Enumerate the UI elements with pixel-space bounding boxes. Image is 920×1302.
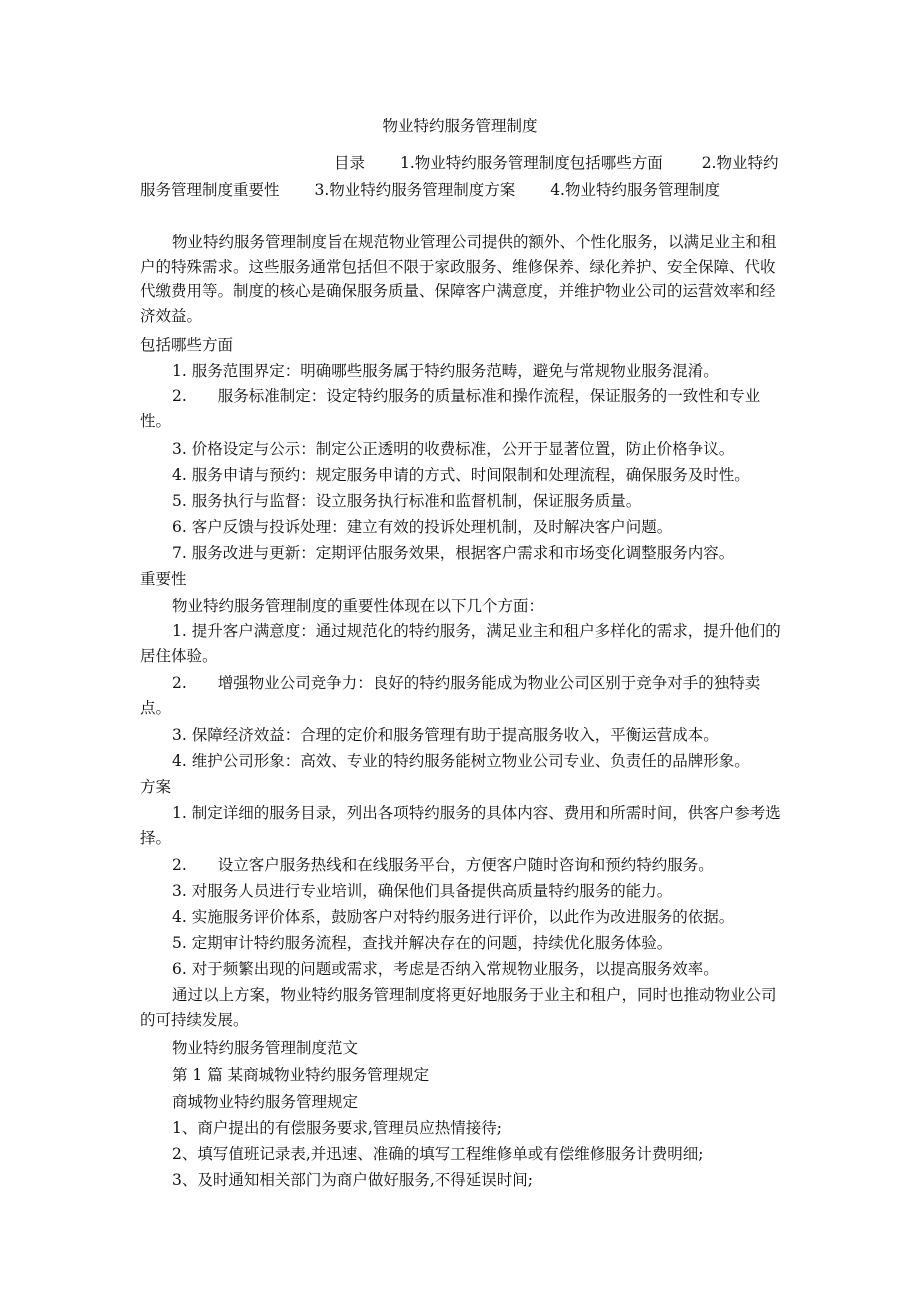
section-heading-aspects: 包括哪些方面 — [140, 336, 234, 354]
toc-item-2[interactable]: 2.物业特约 — [701, 154, 779, 172]
list-item: 1. 服务范围界定：明确哪些服务属于特约服务范畴，避免与常规物业服务混淆。 — [172, 362, 719, 380]
list-item: 1. 提升客户满意度：通过规范化的特约服务，满足业主和租户多样化的需求，提升他们的居住体验。 — [140, 622, 781, 665]
list-item: 2. 增强物业公司竞争力：良好的特约服务能成为物业公司区别于竞争对手的独特卖点。 — [140, 674, 761, 717]
table-of-contents — [334, 153, 778, 173]
list-item: 2. 设立客户服务热线和在线服务平台，方便客户随时咨询和预约特约服务。 — [172, 856, 714, 874]
list-item: 4. 维护公司形象：高效、专业的特约服务能树立物业公司专业、负责任的品牌形象。 — [172, 752, 750, 770]
list-item: 7. 服务改进与更新：定期评估服务效果，根据客户需求和市场变化调整服务内容。 — [172, 544, 735, 562]
toc-item-1[interactable]: 1.物业特约服务管理制度包括哪些方面 — [399, 154, 663, 172]
conclusion-paragraph: 通过以上方案，物业特约服务管理制度将更好地服务于业主和租户，同时也推动物业公司的可持续发展。 — [140, 986, 777, 1029]
toc-item-2-continued[interactable]: 服务管理制度重要性 — [140, 181, 280, 199]
page-title: 物业特约服务管理制度 — [382, 117, 538, 135]
table-of-contents-line-2 — [140, 180, 720, 200]
list-item: 4. 服务申请与预约：规定服务申请的方式、时间限制和处理流程，确保服务及时性。 — [172, 466, 750, 484]
list-item: 2、填写值班记录表,并迅速、准确的填写工程维修单或有偿维修服务计费明细; — [172, 1145, 704, 1163]
section-heading-plan: 方案 — [140, 778, 172, 796]
section-lead: 物业特约服务管理制度的重要性体现在以下几个方面： — [172, 597, 545, 615]
sample-heading: 物业特约服务管理制度范文 — [172, 1039, 359, 1057]
list-item: 1. 制定详细的服务目录，列出各项特约服务的具体内容、费用和所需时间，供客户参考选择。 — [140, 804, 781, 847]
intro-paragraph: 物业特约服务管理制度旨在规范物业管理公司提供的额外、个性化服务，以满足业主和租户的特殊需求。这些服务通常包括但不限于家政服务、维修保养、绿化养护、安全保障、代收代缴费用等。制度的核心是确保服务质量、保障客户满意度，并维护物业公司的运营效率和经济效益。 — [140, 233, 777, 325]
list-item: 3、及时通知相关部门为商户做好服务,不得延误时间; — [172, 1171, 534, 1189]
section-heading-importance: 重要性 — [140, 570, 187, 588]
list-item: 5. 服务执行与监督：设立服务执行标准和监督机制，保证服务质量。 — [172, 492, 642, 510]
toc-item-4[interactable]: 4.物业特约服务管理制度 — [550, 181, 720, 199]
list-item: 6. 对于频繁出现的问题或需求，考虑是否纳入常规物业服务，以提高服务效率。 — [172, 960, 719, 978]
article-title: 第 1 篇 某商城物业特约服务管理规定 — [172, 1066, 430, 1084]
list-item: 2. 服务标准制定：设定特约服务的质量标准和操作流程，保证服务的一致性和专业性。 — [140, 387, 761, 430]
list-item: 3. 价格设定与公示：制定公正透明的收费标准，公开于显著位置，防止价格争议。 — [172, 440, 735, 458]
list-item: 3. 对服务人员进行专业培训，确保他们具备提供高质量特约服务的能力。 — [172, 882, 673, 900]
toc-item-3[interactable]: 3.物业特约服务管理制度方案 — [314, 181, 516, 199]
list-item: 6. 客户反馈与投诉处理：建立有效的投诉处理机制，及时解决客户问题。 — [172, 518, 673, 536]
list-item: 1、商户提出的有偿服务要求,管理员应热情接待; — [172, 1119, 503, 1137]
article-subtitle: 商城物业特约服务管理规定 — [172, 1093, 359, 1111]
list-item: 4. 实施服务评价体系，鼓励客户对特约服务进行评价，以此作为改进服务的依据。 — [172, 908, 735, 926]
list-item: 3. 保障经济效益：合理的定价和服务管理有助于提高服务收入，平衡运营成本。 — [172, 726, 719, 744]
toc-label: 目录 — [334, 154, 366, 172]
list-item: 5. 定期审计特约服务流程，查找并解决存在的问题，持续优化服务体验。 — [172, 934, 673, 952]
